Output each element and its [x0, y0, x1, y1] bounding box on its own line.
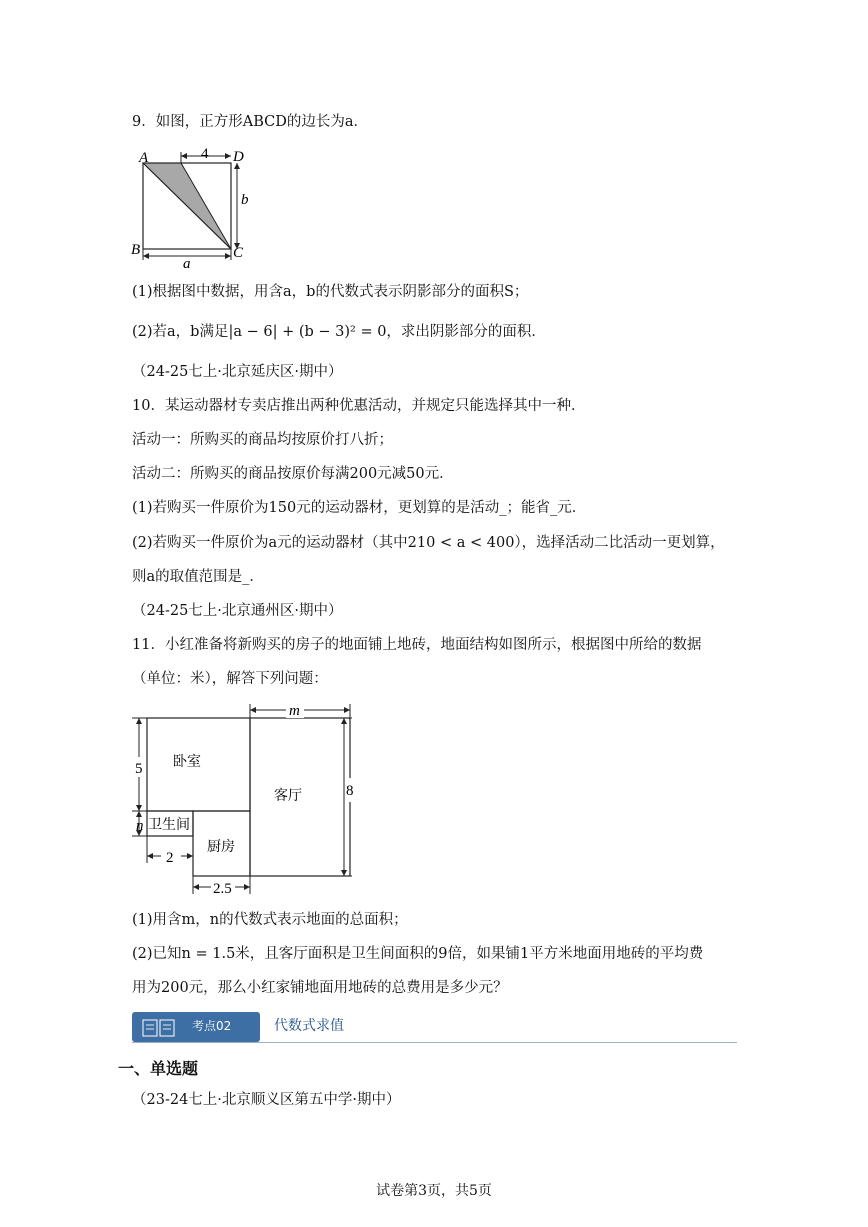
dim-m: m — [289, 703, 300, 719]
q10-activity2: 活动二：所购买的商品按原价每满200元减50元． — [132, 466, 454, 482]
label-4: 4 — [201, 146, 209, 162]
q9-part1: (1)根据图中数据，用含a，b的代数式表示阴影部分的面积S； — [132, 284, 529, 300]
q10-part2-cont: 则a的取值范围是_． — [132, 569, 264, 585]
topic-title: 代数式求值 — [274, 1018, 344, 1034]
dim-n: n — [136, 818, 144, 834]
dim-2: 2 — [166, 850, 174, 866]
q9-part2: (2)若a，b满足|a − 6| + (b − 3)² = 0，求出阴影部分的面积． — [132, 324, 546, 340]
dim-5: 5 — [135, 761, 143, 777]
q11-part1: (1)用含m，n的代数式表示地面的总面积； — [132, 912, 408, 928]
source-note: （23-24七上·北京顺义区第五中学·期中） — [132, 1092, 401, 1108]
q10-part2: (2)若购买一件原价为a元的运动器材（其中210 < a < 400），选择活动二比活动一更划算， — [132, 535, 725, 551]
room-kitchen: 厨房 — [207, 839, 235, 855]
q10-part1: (1)若购买一件原价为150元的运动器材，更划算的是活动_；能省_元． — [132, 500, 587, 516]
label-a: a — [183, 256, 191, 270]
q11-stem-cont: （单位：米），解答下列问题： — [132, 671, 328, 687]
q11-stem: 11．小红准备将新购买的房子的地面铺上地砖，地面结构如图所示，根据图中所给的数据 — [132, 637, 702, 653]
label-A: A — [139, 150, 149, 166]
floor-plan-figure — [125, 698, 360, 900]
label-D: D — [233, 149, 244, 165]
source-note: （24-25七上·北京通州区·期中） — [132, 603, 343, 619]
topic-label: 考点02 — [192, 1019, 232, 1033]
label-C: C — [233, 245, 244, 261]
label-b: b — [241, 192, 249, 208]
square-figure — [125, 140, 265, 270]
room-bathroom: 卫生间 — [148, 817, 190, 833]
book-icon — [142, 1019, 176, 1037]
q10-stem: 10．某运动器材专卖店推出两种优惠活动，并规定只能选择其中一种． — [132, 398, 586, 414]
room-bedroom: 卧室 — [173, 754, 201, 770]
dim-2-5: 2.5 — [213, 881, 232, 897]
page-footer: 试卷第3页，共5页 — [376, 1183, 492, 1199]
label-B: B — [131, 242, 141, 258]
divider — [132, 1042, 737, 1043]
dim-8: 8 — [346, 783, 354, 799]
section-heading: 一、单选题 — [118, 1059, 199, 1078]
q9-stem: 9．如图，正方形ABCD的边长为a． — [132, 114, 368, 130]
room-living: 客厅 — [274, 788, 302, 804]
q11-part2-cont: 用为200元，那么小红家铺地面用地砖的总费用是多少元？ — [132, 980, 508, 996]
source-note: （24-25七上·北京延庆区·期中） — [132, 364, 343, 380]
q11-part2: (2)已知n = 1.5米，且客厅面积是卫生间面积的9倍，如果铺1平方米地面用地砖的平均费 — [132, 946, 704, 962]
q10-activity1: 活动一：所购买的商品均按原价打八折； — [132, 432, 393, 448]
